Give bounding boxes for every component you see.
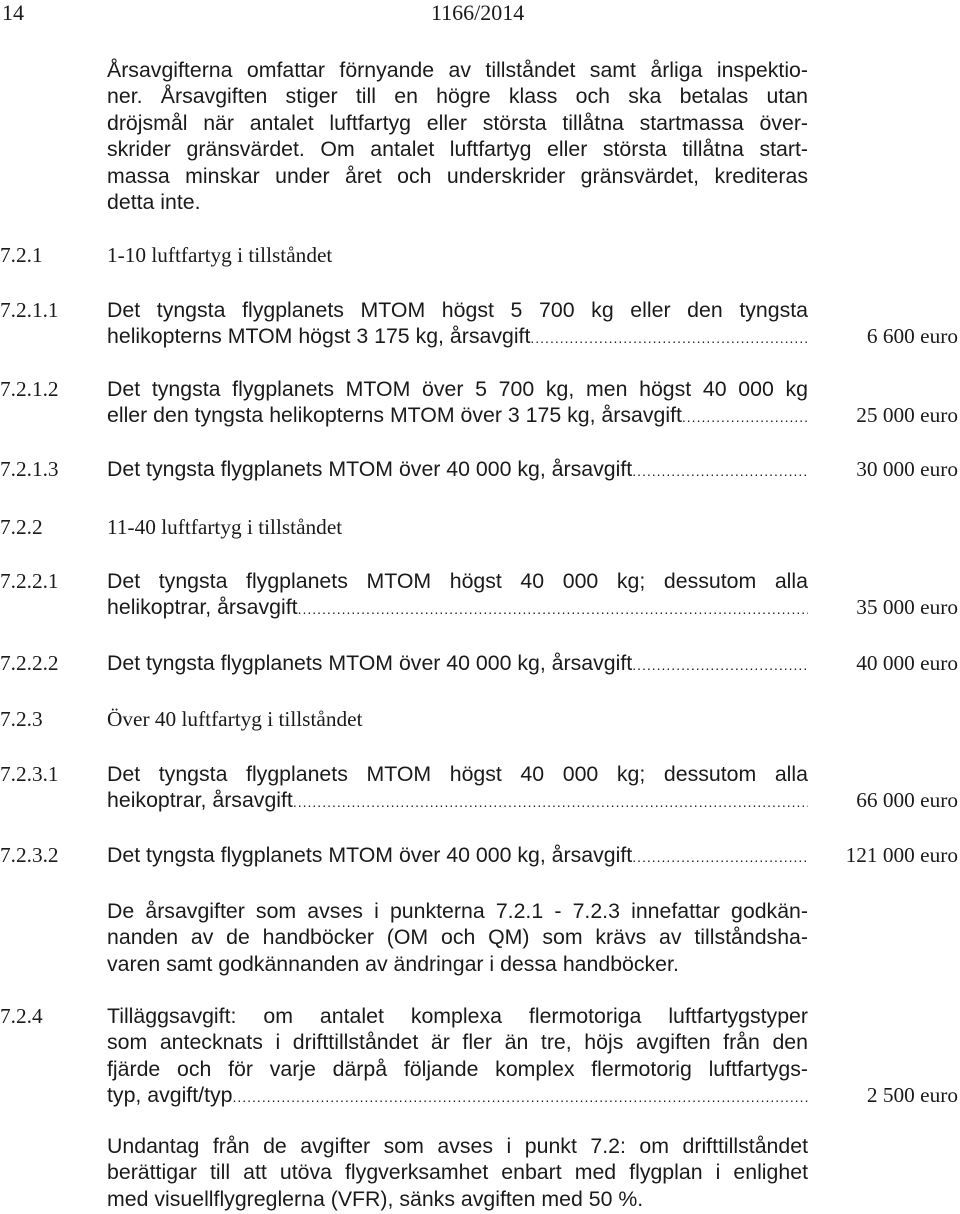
section-title: 1-10 luftfartyg i tillståndet — [107, 243, 333, 267]
item-line: helikoptrar, årsavgift — [107, 595, 298, 620]
item-leader-line — [107, 787, 808, 815]
section-number: 7.2.3 — [0, 707, 43, 731]
fee-amount: 121 000 euro — [845, 843, 958, 867]
exception-line: med visuellflygreglerna (VFR), sänks avgiften med 50 %. — [107, 1186, 644, 1211]
exception-paragraph — [107, 1133, 808, 1212]
item-number: 7.2.1.2 — [0, 377, 59, 401]
dot-leader — [530, 325, 808, 351]
page-number: 14 — [2, 0, 24, 25]
section-title: 11-40 luftfartyg i tillståndet — [107, 515, 343, 539]
item-leader-line — [107, 323, 808, 351]
item-text — [107, 761, 808, 816]
item-line: Det tyngsta flygplanets MTOM över 40 000 kg, årsavgift — [107, 457, 633, 481]
item-number: 7.2.1.1 — [0, 298, 59, 322]
dot-leader — [682, 404, 808, 430]
item-line: typ, avgift/typ — [107, 1083, 233, 1108]
dot-leader — [293, 789, 808, 815]
item-leader-line — [107, 1082, 808, 1110]
item-number: 7.2.1.3 — [0, 457, 59, 481]
item-text — [107, 297, 808, 352]
item-line: heikoptrar, årsavgift — [107, 788, 293, 813]
section-title: Över 40 luftfartyg i tillståndet — [107, 707, 363, 731]
item-text — [107, 650, 808, 678]
item-line: Det tyngsta flygplanets MTOM över 40 000 kg, årsavgift — [107, 843, 633, 867]
section-number: 7.2.1 — [0, 243, 43, 267]
item-leader-line — [107, 650, 808, 678]
item-line: Det tyngsta flygplanets MTOM över 40 000 kg, årsavgift — [107, 651, 633, 675]
note-line: varen samt godkännanden av ändringar i dessa handböcker. — [107, 951, 679, 976]
dot-leader — [632, 844, 808, 870]
item-line: Det tyngsta flygplanets MTOM över 5 700 kg, men högst 40 000 kg — [107, 377, 808, 401]
intro-paragraph — [107, 57, 808, 215]
item-number: 7.2.2.1 — [0, 569, 59, 593]
fee-amount: 35 000 euro — [856, 595, 958, 620]
item-leader-line — [107, 402, 808, 430]
item-line: Tilläggsavgift: om antalet komplexa flermotoriga luftfartygstyper — [107, 1004, 808, 1028]
intro-line: ner. Årsavgiften stiger till en högre klass och ska betalas utan — [107, 84, 808, 109]
fee-amount: 6 600 euro — [866, 324, 958, 349]
document-reference: 1166/2014 — [431, 0, 525, 25]
item-text — [107, 376, 808, 431]
intro-line: detta inte. — [107, 189, 201, 214]
item-number: 7.2.3.1 — [0, 762, 59, 786]
intro-line: skrider gränsvärdet. Om antalet luftfartyg eller största tillåtna start- — [107, 137, 808, 162]
note-line: nanden av de handböcker (OM och QM) som krävs av tillståndsha- — [107, 925, 808, 950]
dot-leader — [298, 596, 808, 622]
dot-leader — [232, 1084, 808, 1110]
fee-amount: 2 500 euro — [866, 1083, 958, 1108]
item-line: Det tyngsta flygplanets MTOM högst 40 000 kg; dessutom alla — [107, 762, 808, 786]
item-line: eller den tyngsta helikopterns MTOM över 3 175 kg, årsavgift — [107, 403, 682, 428]
item-line: Det tyngsta flygplanets MTOM högst 5 700 kg eller den tyngsta — [107, 298, 808, 322]
fee-amount: 25 000 euro — [856, 403, 958, 428]
item-line: som antecknats i drifttillståndet är fler än tre, höjs avgiften från den — [107, 1030, 808, 1055]
dot-leader — [632, 458, 808, 484]
item-leader-line — [107, 594, 808, 622]
item-number: 7.2.4 — [0, 1004, 43, 1028]
item-leader-line — [107, 842, 808, 870]
fee-amount: 66 000 euro — [856, 788, 958, 813]
item-text — [107, 456, 808, 484]
intro-line: dröjsmål när antalet luftfartyg eller största tillåtna startmassa över- — [107, 110, 808, 135]
item-number: 7.2.2.2 — [0, 651, 59, 675]
item-text — [107, 568, 808, 623]
item-line: fjärde och för varje därpå följande komplex flermotorig luftfartygs- — [107, 1056, 808, 1081]
item-leader-line — [107, 456, 808, 484]
fee-amount: 40 000 euro — [856, 651, 958, 675]
intro-line: massa minskar under året och underskrider gränsvärdet, krediteras — [107, 163, 808, 188]
scope-note-paragraph — [107, 898, 808, 977]
intro-line: Årsavgifterna omfattar förnyande av tillståndet samt årliga inspektio- — [107, 58, 808, 82]
section-number: 7.2.2 — [0, 515, 43, 539]
item-line: Det tyngsta flygplanets MTOM högst 40 000 kg; dessutom alla — [107, 569, 808, 593]
item-text — [107, 842, 808, 870]
fee-amount: 30 000 euro — [856, 457, 958, 481]
dot-leader — [632, 652, 808, 678]
item-text — [107, 1003, 808, 1111]
note-line: De årsavgifter som avses i punkterna 7.2.1 - 7.2.3 innefattar godkän- — [107, 899, 808, 923]
item-line: helikopterns MTOM högst 3 175 kg, årsavgift — [107, 324, 531, 349]
exception-line: Undantag från de avgifter som avses i punkt 7.2: om drifttillståndet — [107, 1134, 808, 1158]
exception-line: berättigar till att utöva flygverksamhet enbart med flygplan i enlighet — [107, 1160, 808, 1185]
item-number: 7.2.3.2 — [0, 843, 59, 867]
